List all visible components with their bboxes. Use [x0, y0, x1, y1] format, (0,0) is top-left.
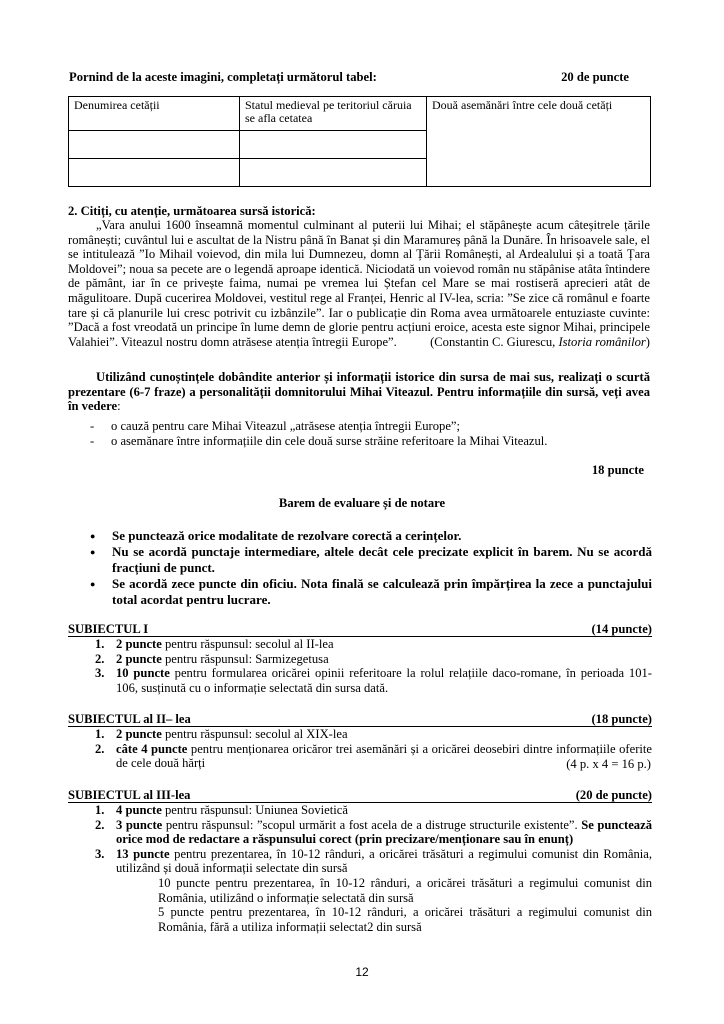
task2-heading: 2. Citiți, cu atenție, următoarea sursă istorică:	[68, 204, 316, 218]
table-header-state: Statul medieval pe teritoriul căruia se afla cetatea	[240, 97, 427, 131]
rule-item: ● Se acordă zece puncte din oficiu. Nota finală se calculează prin împărțirea la zece a punctajului total acordat pentru lucrare.	[68, 576, 652, 608]
list-item: 2. 2 puncte pentru răspunsul: Sarmizegetusa	[95, 651, 329, 666]
subject3-header: SUBIECTUL al III-lea (20 de puncte)	[68, 788, 652, 802]
table-cell	[69, 131, 240, 159]
list-item: 1. 4 puncte pentru răspunsul: Uniunea Sovietică	[95, 803, 348, 817]
subject2-calc: (4 p. x 4 = 16 p.)	[566, 757, 651, 771]
list-item: 1. 2 puncte pentru răspunsul: secolul al II-lea	[95, 637, 334, 651]
answer-table	[68, 96, 651, 187]
table-instruction	[69, 70, 629, 85]
table-header-fortress: Denumirea cetății	[69, 97, 240, 131]
historical-source	[68, 218, 650, 349]
table-cell	[240, 131, 427, 159]
source-citation: (Constantin C. Giurescu, Istoria românilor)	[430, 335, 650, 349]
instruction-text: Pornind de la aceste imagini, completați următorul tabel:	[69, 70, 377, 84]
sub-criterion: 10 puncte pentru prezentarea, în 10-12 rânduri, a oricărei trăsături a regimului comunist din România, utilizând o informație selectată din sursă	[158, 875, 652, 905]
table-cell	[69, 159, 240, 187]
list-item: 2. câte 4 puncte pentru menționarea oricăror trei asemănări și a oricărei deosebiri dintre informațiile oferite de cele două hărți	[95, 741, 652, 771]
source-text: „Vara anului 1600 înseamnă momentul culminant al puterii lui Mihai; el stăpânește acum câteșitrele țările românești; cuvântul lui e ascultat de la Nistru până în Banat și din Maramureș până la Dunăre. În hrisoavele sale, el se intitulează ”Io Mihail voievod, din mila lui Dumnezeu, domn al Țării Românești, al Ardealului și a toată Țara Moldovei”; noua sa pecete are o legendă aproape identică. Niciodată un voievod român nu stăpânise atâta întindere de pământ, iar în ce privește faima, numai pe vremea lui Ștefan cel Mare se mai rostiseră aprecieri atât de măgulitoare. După cucerirea Moldovei, vestitul rege al Franței, Henric al IV-lea, scria: ”Se zice că românul e foarte tare și că planurile lui cresc potrivit cu izbânzile”. Iar o publicație din Roma avea următoarele entuziaste cuvinte: ”Dacă a fost vreodată un principe în lume demn de glorie pentru acțiuni eroice, acesta este signor Mihai, principele Valahiei”. Viteazul nostru domn atrăsese atenția întregii Europe”.	[68, 218, 650, 349]
subject1-list	[95, 637, 652, 695]
task2-points: 18 puncte	[591, 463, 644, 477]
table-cell	[240, 159, 427, 187]
subject2-header: SUBIECTUL al II– lea (18 puncte)	[68, 712, 652, 726]
barem-title: Barem de evaluare și de notare	[278, 496, 446, 510]
requirement-text: Utilizând cunoștințele dobândite anterior și informații istorice din sursa de mai sus, realizați o scurtă prezentare (6-7 fraze) a personalității domnitorului Mihai Viteazul. Pentru informațiile din sursă, veți avea în vedere	[68, 370, 650, 414]
instruction-points: 20 de puncte	[561, 70, 629, 84]
sub-criterion: 5 puncte pentru prezentarea, în 10-12 rânduri, a oricărei trăsături a regimului comunist din România, fără a utiliza informații selectat2 din sursă	[158, 905, 652, 934]
list-item: - o cauză pentru care Mihai Viteazul „atrăsese atenția întregii Europe”;	[90, 419, 461, 433]
list-item: 1. 2 puncte pentru răspunsul: secolul al XIX-lea	[95, 727, 348, 741]
table-header-similarities: Două asemănări între cele două cetăți	[427, 97, 651, 187]
page-number: 12	[355, 965, 369, 979]
barem-rules	[68, 528, 652, 608]
list-item: 3. 10 puncte pentru formularea oricărei opinii referitoare la rolul relațiile daco-romane, în perioada 101-106, susținută cu o informație selectată din sursa dată.	[95, 666, 652, 695]
list-item: 2. 3 puncte pentru răspunsul: ”scopul urmărit a fost acela de a distruge structurile existente”. Se punctează orice mod de redactare a răspunsului corect (prin precizare/menționare sau în enunț)	[95, 817, 652, 847]
subject1-header: SUBIECTUL I (14 puncte)	[68, 622, 652, 636]
task2-requirement: Utilizând cunoștințele dobândite anterior și informații istorice din sursa de mai sus, realizați o scurtă prezentare (6-7 fraze) a personalității domnitorului Mihai Viteazul. Pentru informațiile din sursă, veți avea în vedere:	[68, 370, 650, 414]
subject3-list	[95, 803, 652, 934]
list-item: - o asemănare între informațiile din cele două surse străine referitoare la Mihai Viteazul.	[90, 433, 548, 448]
list-item: 3. 13 puncte pentru prezentarea, în 10-12 rânduri, a oricărei trăsături a regimului comunist din România, utilizând și două informații selectate din sursă	[95, 846, 652, 876]
requirement-list	[68, 419, 650, 448]
rule-item: ● Se punctează orice modalitate de rezolvare corectă a cerințelor.	[68, 528, 652, 544]
rule-item: ● Nu se acordă punctaje intermediare, altele decât cele precizate explicit în barem. Nu se acordă fracțiuni de punct.	[68, 544, 652, 576]
